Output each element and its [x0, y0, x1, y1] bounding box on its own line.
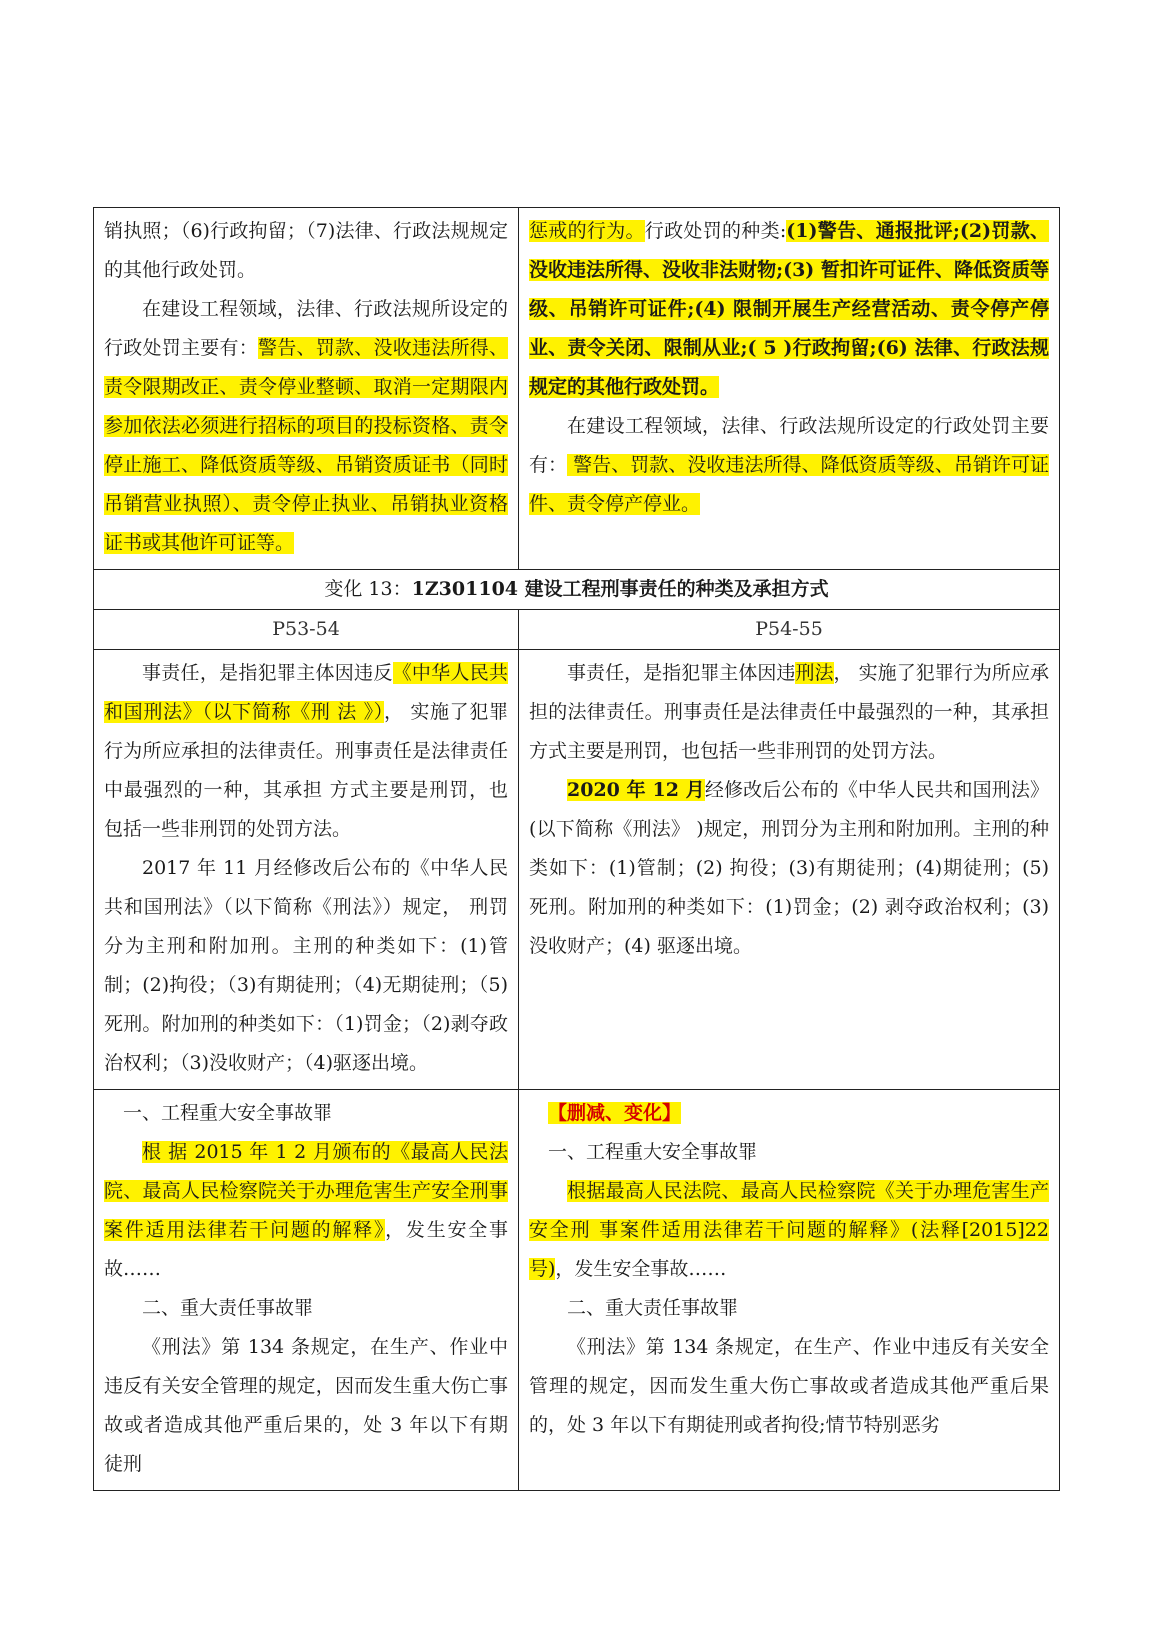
paragraph — [529, 1172, 1049, 1289]
subheading: 二、重大责任事故罪 — [142, 1297, 314, 1319]
section-prefix: 变化 13： — [324, 578, 412, 600]
old-text-cell — [94, 650, 519, 1090]
subheading: 一、工程重大安全事故罪 — [123, 1102, 333, 1124]
old-text-cell — [94, 1090, 519, 1491]
table-row — [94, 208, 1060, 570]
highlighted-bold-text: 2020 年 12 月 — [567, 779, 705, 801]
paragraph — [104, 290, 508, 563]
text-run: 事责任，是指犯罪主体因违 — [567, 662, 796, 684]
text-run: ，发生安全事故…… — [555, 1258, 727, 1280]
table-row — [94, 650, 1060, 1090]
section-title: 1Z301104 建设工程刑事责任的种类及承担方式 — [411, 578, 829, 600]
highlighted-text: 根据最高人民法院、最高人民检察院《关于办理危害生产安全刑 事案件适用法律若干问题的解释》(法释[2015]22 号) — [529, 1180, 1049, 1280]
text-run: 在建设工程领域，法律、行政法规所设定的行政处罚主要有： — [104, 298, 508, 359]
paragraph — [529, 654, 1049, 771]
highlighted-text: 《中华人民共和国刑法》（以下简称《刑 法 》） — [104, 662, 508, 723]
paragraph — [529, 407, 1049, 524]
text-run: ， 实施了犯罪行为所应承担的法律责任。刑事责任是法律责任中最强烈的一种，其承担 方式主要是刑罚，也包括一些非刑罚的处罚方法。 — [104, 701, 508, 840]
highlighted-text: 警告、罚款、没收违法所得、责令限期改正、责令停业整顿、取消一定期限内参加依法必须进行招标的项目的投标资格、责令停止施工、降低资质等级、吊销资质证书（同时吊销营业执照）、责令停止执业、吊销执业资格证书或其他许可证等。 — [104, 337, 508, 554]
paragraph: 《刑法》第 134 条规定，在生产、作业中违反有关安全管理的规定，因而发生重大伤亡事故或者造成其他严重后果的，处 3 年以下有期徒刑 — [104, 1336, 508, 1475]
paragraph — [529, 771, 1049, 966]
text-run: 行政处罚的种类: — [644, 220, 787, 242]
paragraph: 2017 年 11 月经修改后公布的《中华人民共和国刑法》（以下简称《刑法》）规定， 刑罚分为主刑和附加刑。主刑的种类如下：(1)管制；(2)拘役；（3)有期徒刑；（4)无期徒刑；（5)死刑。附加刑的种类如下：（1)罚金；（2)剥夺政治权利；（3)没收财产；（4)驱逐出境。 — [104, 857, 508, 1074]
text-run: 在建设工程领域，法律、行政法规所设定的行政处罚主要有： — [529, 415, 1049, 476]
new-text-cell — [519, 208, 1060, 570]
paragraph: 《刑法》第 134 条规定，在生产、作业中违反有关安全管理的规定，因而发生重大伤亡事故或者造成其他严重后果的，处 3 年以下有期徒刑或者拘役;情节特别恶劣 — [529, 1336, 1049, 1436]
paragraph — [104, 654, 508, 849]
change-tag — [529, 1094, 1049, 1133]
text-run: 经修改后公布的《中华人民共和国刑法》(以下简称《刑法》 )规定，刑罚分为主刑和附加刑。主刑的种类如下：(1)管制；(2) 拘役；(3)有期徒刑；(4)期徒刑；(5) 死刑。附加刑的种类如下：(1)罚金；(2) 剥夺政治权利；(3)没收财产；(4) 驱逐出境。 — [529, 779, 1049, 957]
highlighted-text: 刑法 — [795, 662, 834, 684]
section-heading-row — [94, 570, 1060, 610]
highlighted-text: 警告、罚款、没收违法所得、降低资质等级、吊销许可证件、责令停产停业。 — [529, 454, 1049, 515]
new-text-cell — [519, 1090, 1060, 1491]
new-page-ref: P54-55 — [519, 610, 1060, 650]
paragraph — [529, 212, 1049, 407]
section-heading — [94, 570, 1060, 610]
old-text-cell — [94, 208, 519, 570]
table-row — [94, 1090, 1060, 1491]
highlighted-text: 惩戒的行为。 — [529, 220, 645, 242]
paragraph — [104, 1133, 508, 1289]
page-ref-row — [94, 610, 1060, 650]
highlighted-bold-text: (1)警告、通报批评;(2)罚款、没收违法所得、没收非法财物;(3) 暂扣许可证件、降低资质等级、吊销许可证件;(4) 限制开展生产经营活动、责令停产停业、责令关闭、限制从业;( 5 )行政拘留;(6) 法律、行政法规规定的其他行政处罚。 — [529, 220, 1049, 398]
old-page-ref: P53-54 — [94, 610, 519, 650]
subheading: 一、工程重大安全事故罪 — [548, 1141, 758, 1163]
paragraph: 销执照；（6)行政拘留；（7)法律、行政法规规定的其他行政处罚。 — [104, 220, 508, 281]
subheading: 二、重大责任事故罪 — [567, 1297, 739, 1319]
text-run: ， 实施了犯罪行为所应承担的法律责任。刑事责任是法律责任中最强烈的一种，其承担 方式主要是刑罚，也包括一些非刑罚的处罚方法。 — [529, 662, 1049, 762]
comparison-table — [93, 207, 1060, 1491]
highlighted-text: 根 据 2015 年 1 2 月颁布的《最高人民法院、最高人民检察院关于办理危害生产安全刑事案件适用法律若干问题的解释》 — [104, 1141, 508, 1241]
change-tag-label: 【删减、变化】 — [548, 1102, 682, 1124]
new-text-cell — [519, 650, 1060, 1090]
text-run: ，发生安全事故…… — [104, 1219, 508, 1280]
text-run: 事责任，是指犯罪主体因违反 — [142, 662, 393, 684]
